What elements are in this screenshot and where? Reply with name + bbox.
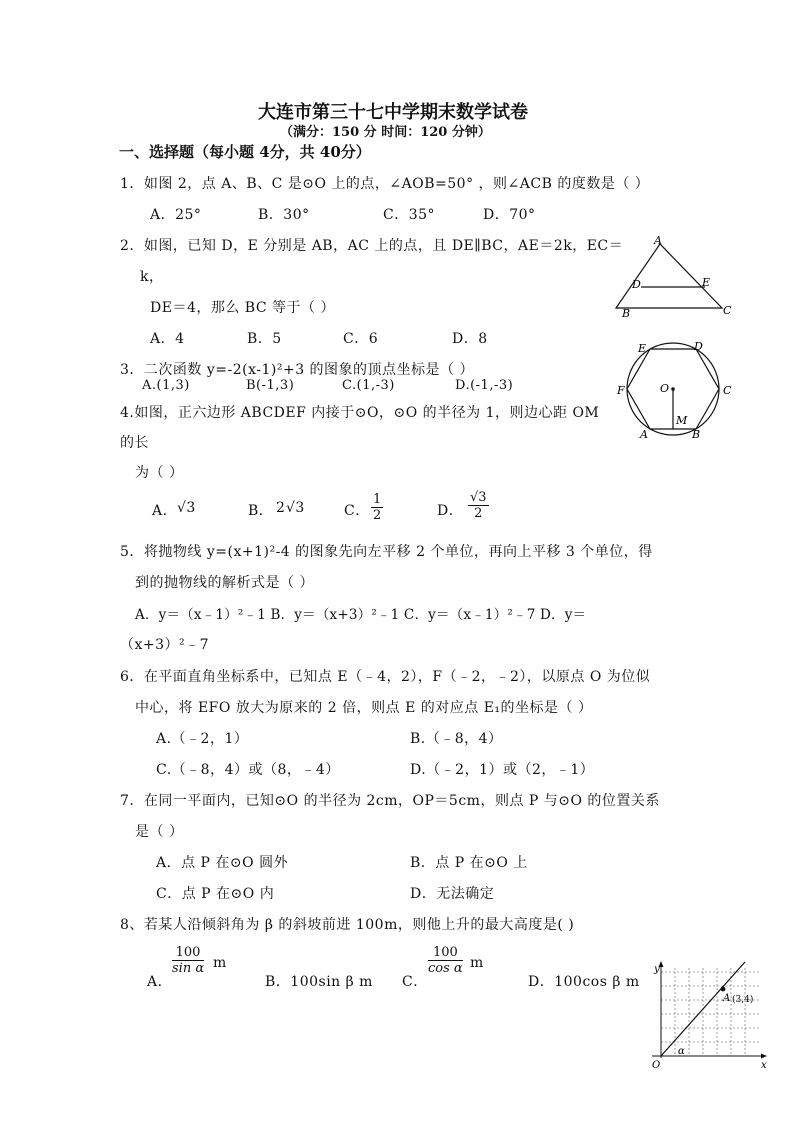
q2-label-c: C xyxy=(723,304,732,317)
q2-triangle-figure xyxy=(610,232,740,322)
q3-option-b: B(-1,3) xyxy=(246,378,295,393)
q3-stem: 3．二次函数 y=-2(x-1)²+3 的图象的顶点坐标是（ ） xyxy=(120,362,474,378)
q4-label-a: A xyxy=(640,428,648,441)
q4-stem-line3: 为（ ） xyxy=(135,465,184,481)
q8-option-a-unit: m xyxy=(213,955,227,971)
q4-hexagon-figure xyxy=(612,336,734,444)
q6-option-b: B.（﹣8，4） xyxy=(410,731,503,747)
q3-option-a: A.(1,3) xyxy=(142,378,190,393)
q8-option-c-label: C． xyxy=(402,974,428,990)
q4-label-e: E xyxy=(638,342,647,355)
q2-option-a: A．4 xyxy=(150,331,185,347)
q8-label-a: A xyxy=(723,993,731,1004)
q4-label-c: C xyxy=(723,384,732,397)
q8-option-c-unit: m xyxy=(470,955,484,971)
q6-option-c: C.（﹣8，4）或（8，﹣4） xyxy=(156,762,340,778)
q1-option-a: A．25° xyxy=(150,207,202,223)
q2-option-d: D．8 xyxy=(452,331,488,347)
q4-option-d-fraction xyxy=(468,490,489,521)
q4-option-d-label: D． xyxy=(437,503,464,519)
q3-option-d: D.(-1,-3) xyxy=(455,378,514,393)
q4-label-b: B xyxy=(692,428,701,441)
q8-stem: 8、若某人沿倾斜角为 β 的斜坡前进 100m，则他上升的最大高度是( ) xyxy=(120,917,575,933)
q2-stem-line3: DE＝4，那么 BC 等于（ ） xyxy=(150,300,335,316)
q4-option-d-num: √3 xyxy=(470,490,487,505)
q8-option-a-fraction xyxy=(172,945,204,976)
q4-option-b-value: √3 xyxy=(286,500,305,516)
q8-option-d: D．100cos β m xyxy=(528,974,640,990)
q7-option-a: A．点 P 在⊙O 圆外 xyxy=(156,855,289,871)
q2-option-b: B．5 xyxy=(247,331,282,347)
q8-grid-figure xyxy=(644,958,772,1074)
q1-option-b: B．30° xyxy=(258,207,310,223)
q4-option-b-coef: 2 xyxy=(276,500,286,516)
q4-label-d: D xyxy=(694,340,703,353)
q1-option-c: C．35° xyxy=(383,207,436,223)
q7-option-d: D．无法确定 xyxy=(410,886,495,902)
q6-option-d: D.（﹣2，1）或（2，﹣1） xyxy=(410,762,595,778)
q2-label-d: D xyxy=(632,278,641,291)
q1-option-d: D．70° xyxy=(483,207,536,223)
q8-label-x: x xyxy=(761,1060,767,1071)
q2-stem-line1: 2．如图，已知 D，E 分别是 AB，AC 上的点，且 DE∥BC，AE＝2k，EC＝ xyxy=(120,238,624,254)
q5-options-line2: （x+3）²﹣7 xyxy=(120,637,210,653)
q2-option-c: C．6 xyxy=(343,331,379,347)
q4-option-c-den: 2 xyxy=(373,508,382,523)
q5-stem-line2: 到的抛物线的解析式是（ ） xyxy=(135,575,314,591)
q4-label-f: F xyxy=(617,384,625,397)
q6-stem-line2: 中心，将 EFO 放大为原来的 2 倍，则点 E 的对应点 E₁的坐标是（ ） xyxy=(135,700,593,716)
q3-option-c: C.(1,-3) xyxy=(342,378,395,393)
q7-stem-line1: 7．在同一平面内，已知⊙O 的半径为 2cm，OP＝5cm，则点 P 与⊙O 的位置关系 xyxy=(120,793,660,809)
q4-option-b-label: B． xyxy=(248,503,274,519)
q1-stem: 1．如图 2，点 A、B、C 是⊙O 上的点，∠AOB=50° ，则∠ACB 的度数是（ ） xyxy=(120,176,650,192)
q8-label-y: y xyxy=(654,964,660,975)
q4-option-a-value: √3 xyxy=(177,500,196,516)
q4-label-o: O xyxy=(660,382,670,395)
q4-option-a-label: A． xyxy=(152,503,178,519)
q2-label-a: A xyxy=(654,234,662,247)
q8-label-alpha: α xyxy=(678,1046,685,1057)
q4-option-d-den: 2 xyxy=(474,506,483,521)
q4-option-c-fraction xyxy=(371,492,383,523)
q8-label-point: (3,4) xyxy=(732,995,754,1005)
q2-stem-line2: k， xyxy=(140,269,164,285)
q5-stem-line1: 5．将抛物线 y=(x+1)²-4 的图象先向左平移 2 个单位，再向上平移 3 个单位，得 xyxy=(120,544,653,560)
q7-option-c: C．点 P 在⊙O 内 xyxy=(156,886,275,902)
q5-options-line1: A．y＝（x﹣1）²﹣1 B．y＝（x+3）²﹣1 C．y＝（x﹣1）²﹣7 D．y＝ xyxy=(135,607,587,623)
q8-option-a-num: 100 xyxy=(172,945,204,961)
q8-option-c-num: 100 xyxy=(428,945,463,961)
q4-option-c-label: C． xyxy=(344,503,370,519)
q7-option-b: B．点 P 在⊙O 上 xyxy=(410,855,528,871)
page-subtitle: （满分：150 分 时间：120 分钟） xyxy=(280,125,491,140)
q2-label-e: E xyxy=(702,276,711,289)
q8-option-c-den: cos α xyxy=(428,961,463,976)
q4-stem-line2: 的长 xyxy=(120,435,149,451)
section-heading: 一、选择题（每小题 4分，共 40分） xyxy=(119,143,371,161)
page-title: 大连市第三十七中学期末数学试卷 xyxy=(258,102,528,123)
q8-option-b: B．100sin β m xyxy=(265,974,373,990)
q7-stem-line2: 是（ ） xyxy=(135,824,184,840)
q2-label-b: B xyxy=(622,307,631,320)
q6-stem-line1: 6．在平面直角坐标系中，已知点 E（﹣4，2），F（﹣2，﹣2），以原点 O 为位似 xyxy=(120,669,651,685)
q8-option-a-label: A． xyxy=(147,974,173,990)
q4-label-m: M xyxy=(676,414,688,427)
q8-option-a-den: sin α xyxy=(172,961,205,976)
q4-stem-line1: 4.如图，正六边形 ABCDEF 内接于⊙O，⊙O 的半径为 1，则边心距 OM xyxy=(120,405,600,421)
q6-option-a: A.（﹣2，1） xyxy=(156,731,249,747)
q4-option-c-num: 1 xyxy=(373,492,382,507)
q8-label-o: O xyxy=(652,1060,661,1071)
q8-option-c-fraction xyxy=(428,945,463,976)
